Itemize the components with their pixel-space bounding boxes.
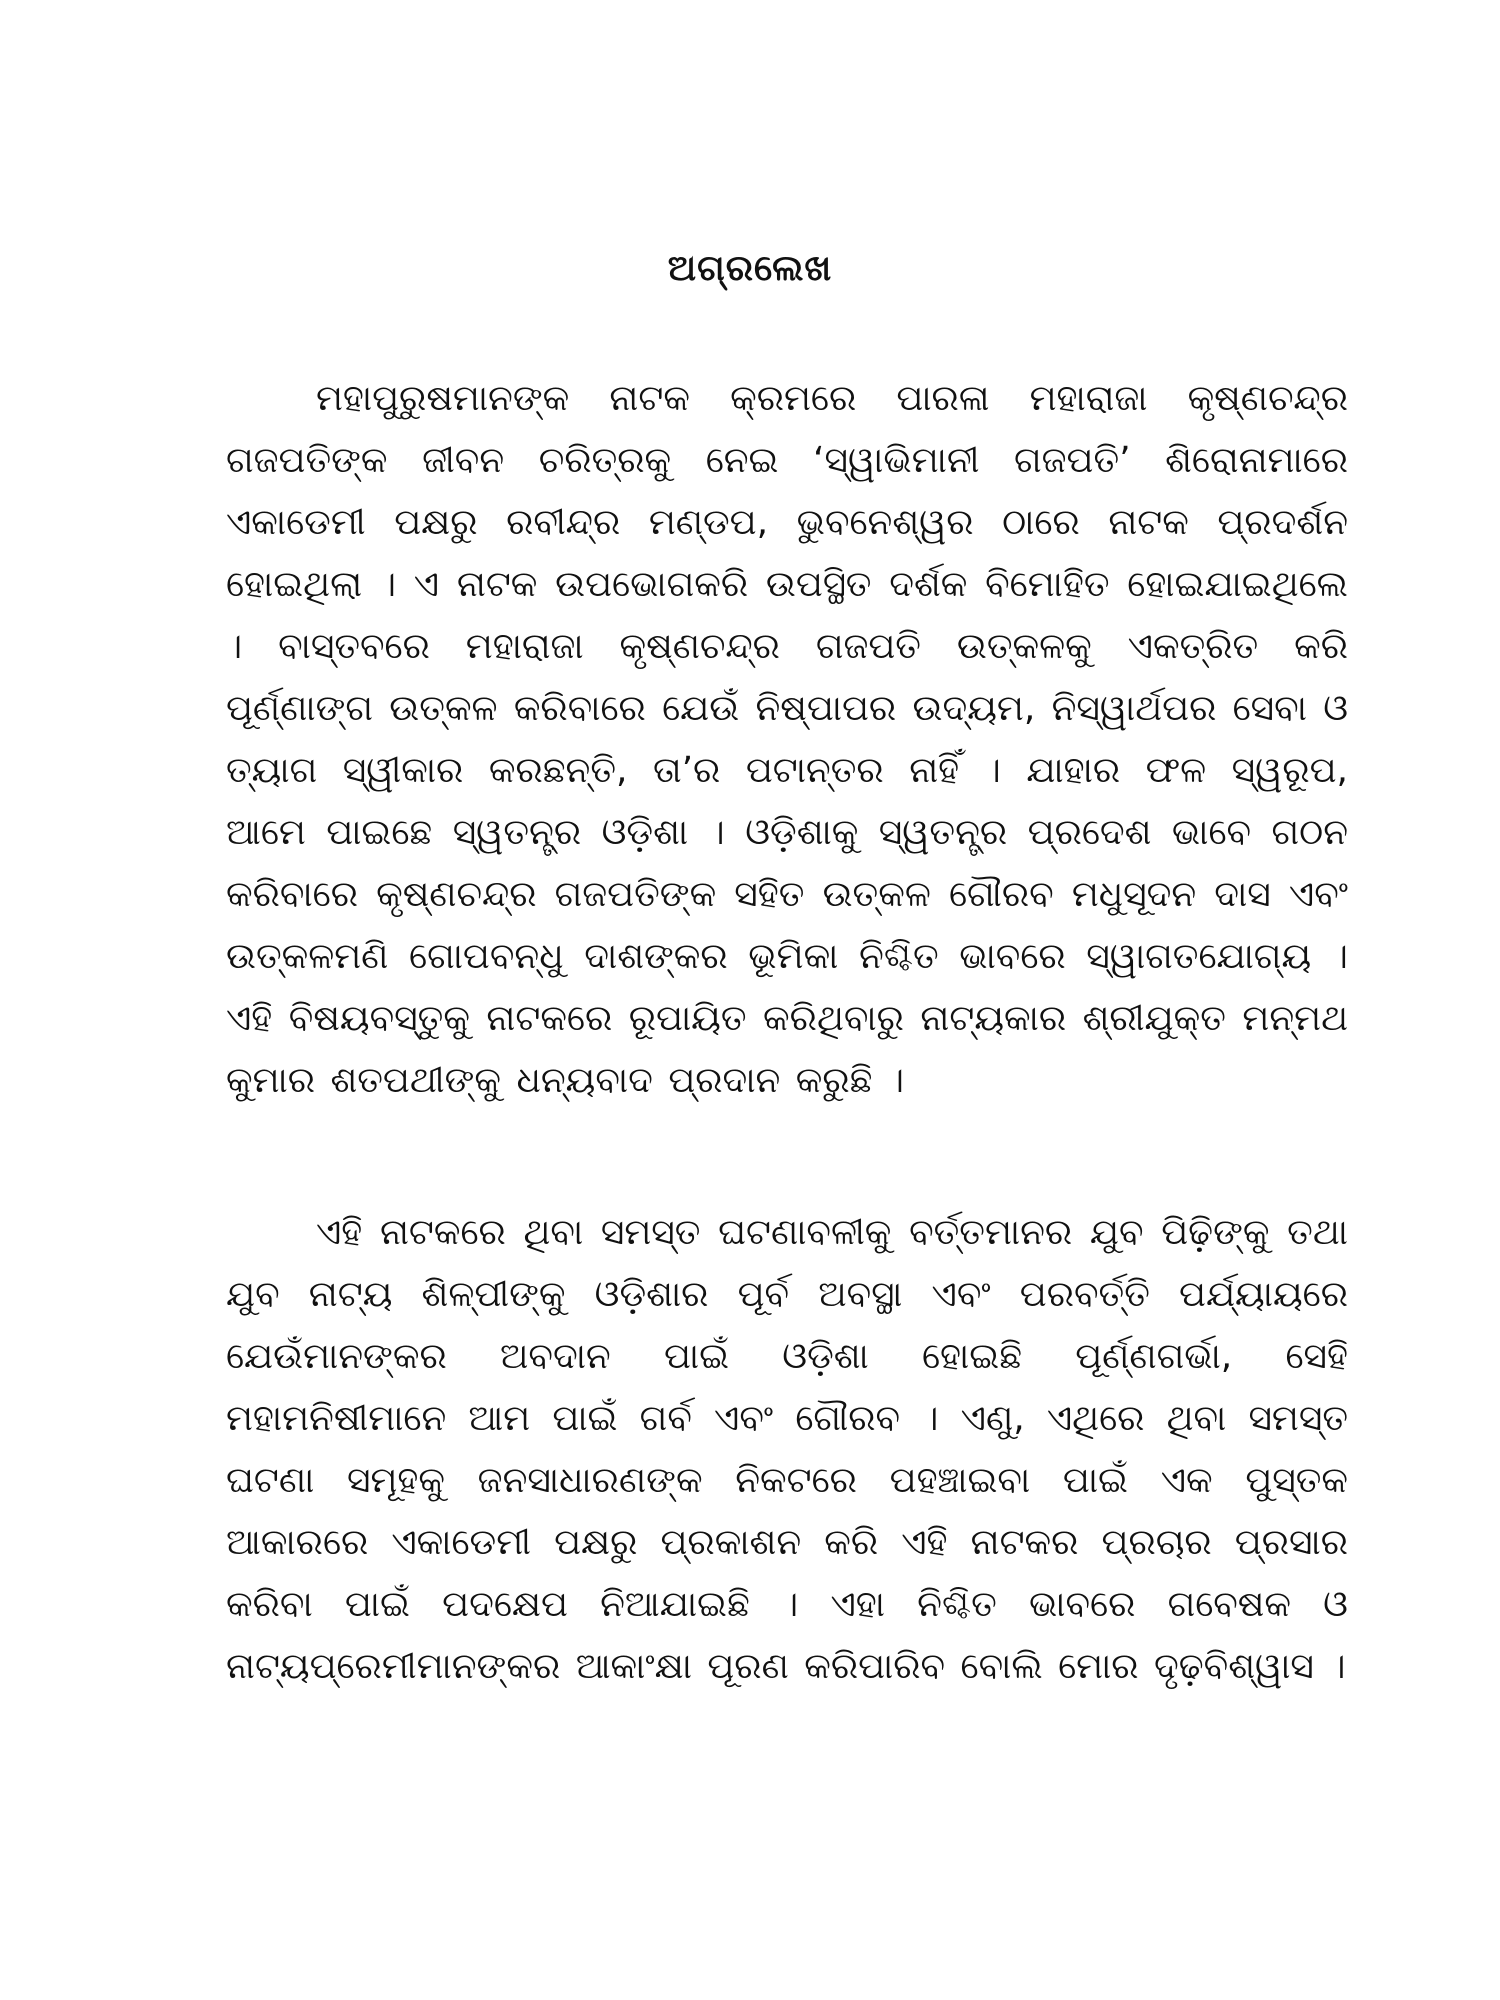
- document-body: [226, 368, 1348, 1698]
- paragraph-2: ଏହି ନାଟକରେ ଥିବା ସମସ୍ତ ଘଟଣାବଳୀକୁ ବର୍ତ୍ତମାନର ଯୁବ ପିଢ଼ିଙ୍କୁ ତଥା ଯୁବ ନାଟ୍ୟ ଶିଳ୍ପୀଙ୍କୁ ଓଡ଼ିଶାର ପୂର୍ବ ଅବସ୍ଥା ଏବଂ ପରବର୍ତ୍ତି ପର୍ଯ୍ୟାୟରେ ଯେଉଁମାନଙ୍କର ଅବଦାନ ପାଇଁ ଓଡ଼ିଶା ହୋଇଛି ପୂର୍ଣ୍ଣଗର୍ଭା, ସେହି ମହାମନିଷୀମାନେ ଆମ ପାଇଁ ଗର୍ବ ଏବଂ ଗୌରବ । ଏଣୁ, ଏଥିରେ ଥିବା ସମସ୍ତ ଘଟଣା ସମୂହକୁ ଜନସାଧାରଣଙ୍କ ନିକଟରେ ପହଞ୍ଚାଇବା ପାଇଁ ଏକ ପୁସ୍ତକ ଆକାରରେ ଏକାଡେମୀ ପକ୍ଷରୁ ପ୍ରକାଶନ କରି ଏହି ନାଟକର ପ୍ରଚାର ପ୍ରସାର କରିବା ପାଇଁ ପଦକ୍ଷେପ ନିଆଯାଇଛି । ଏହା ନିଶ୍ଚିତ ଭାବରେ ଗବେଷକ ଓ ନାଟ୍ୟପ୍ରେମୀମାନଙ୍କର ଆକାଂକ୍ଷା ପୂରଣ କରିପାରିବ ବୋଲି ମୋର ଦୃଢ଼ବିଶ୍ୱାସ ।: [226, 1212, 1348, 1687]
- paragraph-1: ମହାପୁରୁଷମାନଙ୍କ ନାଟକ କ୍ରମରେ ପାରଳା ମହାରାଜା କୃଷ୍ଣଚନ୍ଦ୍ର ଗଜପତିଙ୍କ ଜୀବନ ଚରିତ୍ରକୁ ନେଇ ‘ସ୍ୱାଭିମାନୀ ଗଜପତି’ ଶିରୋନାମାରେ ଏକାଡେମୀ ପକ୍ଷରୁ ରବୀନ୍ଦ୍ର ମଣ୍ଡପ, ଭୁବନେଶ୍ୱର ଠାରେ ନାଟକ ପ୍ରଦର୍ଶନ ହୋଇଥିଲା । ଏ ନାଟକ ଉପଭୋଗକରି ଉପସ୍ଥିତ ଦର୍ଶକ ବିମୋହିତ ହୋଇଯାଇଥିଲେ । ବାସ୍ତବରେ ମହାରାଜା କୃଷ୍ଣଚନ୍ଦ୍ର ଗଜପତି ଉତ୍କଳକୁ ଏକତ୍ରିତ କରି ପୂର୍ଣ୍ଣାଙ୍ଗ ଉତ୍କଳ କରିବାରେ ଯେଉଁ ନିଷ୍ପାପର ଉଦ୍ୟମ, ନିସ୍ୱାର୍ଥପର ସେବା ଓ ତ୍ୟାଗ ସ୍ୱୀକାର କରଛନ୍ତି, ତା’ର ପଟାନ୍ତର ନାହିଁ । ଯାହାର ଫଳ ସ୍ୱରୂପ, ଆମେ ପାଇଛେ ସ୍ୱତନ୍ତ୍ର ଓଡ଼ିଶା । ଓଡ଼ିଶାକୁ ସ୍ୱତନ୍ତ୍ର ପ୍ରଦେଶ ଭାବେ ଗଠନ କରିବାରେ କୃଷ୍ଣଚନ୍ଦ୍ର ଗଜପତିଙ୍କ ସହିତ ଉତ୍କଳ ଗୌରବ ମଧୁସୂଦନ ଦାସ ଏବଂ ଉତ୍କଳମଣି ଗୋପବନ୍ଧୁ ଦାଶଙ୍କର ଭୂମିକା ନିଶ୍ଚିତ ଭାବରେ ସ୍ୱାଗତଯୋଗ୍ୟ । ଏହି ବିଷୟବସ୍ତୁକୁ ନାଟକରେ ରୂପାୟିତ କରିଥିବାରୁ ନାଟ୍ୟକାର ଶ୍ରୀଯୁକ୍ତ ମନ୍ମଥ କୁମାର ଶତପଥୀଙ୍କୁ ଧନ୍ୟବାଦ ପ୍ରଦାନ କରୁଛି ।: [226, 378, 1348, 1101]
- page-title: ଅଗ୍ରଲେଖ: [667, 248, 833, 289]
